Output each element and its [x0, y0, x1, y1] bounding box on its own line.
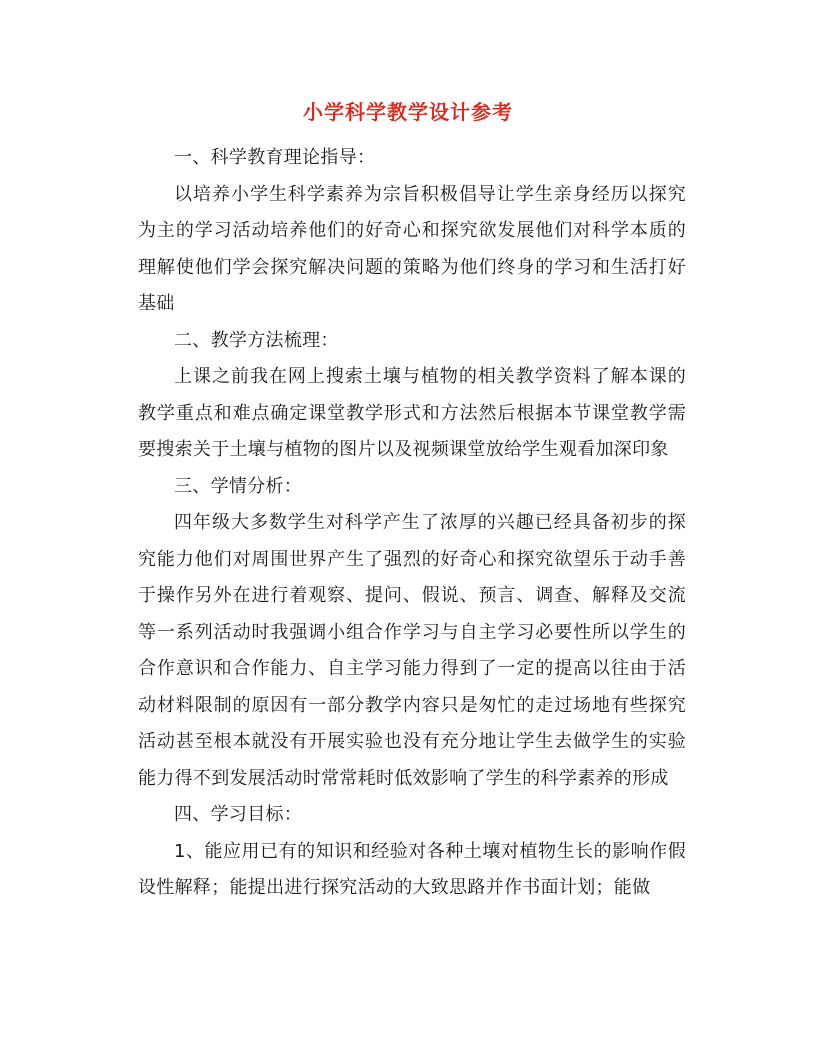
section-heading-methods: 二、教学方法梳理：	[174, 329, 339, 351]
section-heading-objectives: 四、学习目标：	[174, 804, 303, 825]
section-heading-analysis: 三、学情分析：	[174, 475, 303, 497]
document-title: 小学科学教学设计参考	[303, 100, 513, 124]
section-body-methods: 上课之前我在网上搜索土壤与植物的相关教学资料了解本课的教学重点和难点确定课堂教学形式和方法然后根据本节课堂教学需要搜索关于土壤与植物的图片以及视频课堂放给学生观看加深印象	[138, 366, 686, 460]
section-body-analysis: 四年级大多数学生对科学产生了浓厚的兴趣已经具备初步的探究能力他们对周围世界产生了强烈的好奇心和探究欲望乐于动手善于操作另外在进行着观察、提问、假说、预言、调查、解释及交流等一系列活动时我强调小组合作学习与自主学习必要性所以学生的合作意识和合作能力、自主学习能力得到了一定的提高以往由于活动材料限制的原因有一部分教学内容只是匆忙的走过场地有些探究活动甚至根本就没有开展实验也没有充分地让学生去做学生的实验能力得不到发展活动时常常耗时低效影响了学生的科学素养的形成	[138, 512, 686, 789]
section-heading-theory: 一、科学教育理论指导：	[174, 147, 376, 168]
document-body	[138, 140, 686, 907]
section-body-theory: 以培养小学生科学素养为宗旨积极倡导让学生亲身经历以探究为主的学习活动培养他们的好奇心和探究欲发展他们对科学本质的理解使他们学会探究解决问题的策略为他们终身的学习和生活打好基础	[138, 183, 686, 314]
section-body-objectives: 1、能应用已有的知识和经验对各种土壤对植物生长的影响作假设性解释；能提出进行探究活动的大致思路并作书面计划；能做	[138, 840, 686, 898]
